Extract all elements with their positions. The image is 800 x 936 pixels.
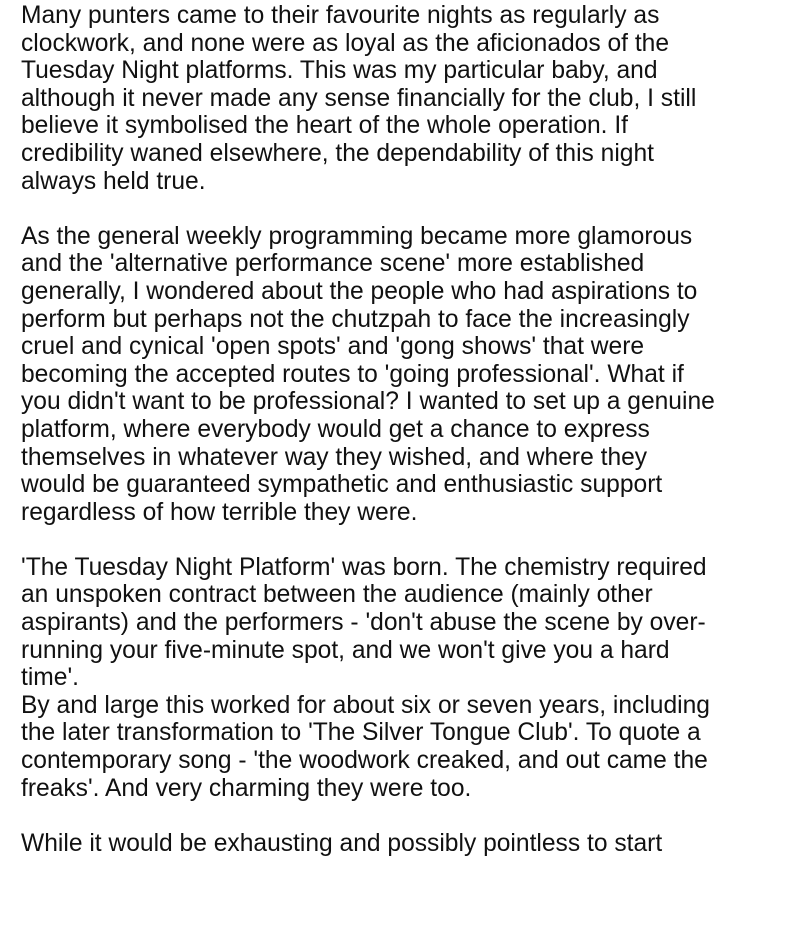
- text-line: believe it symbolised the heart of the whole operation. If: [21, 112, 629, 140]
- text-line: time'.: [21, 664, 79, 692]
- text-line: you didn't want to be professional? I wanted to set up a genuine: [21, 388, 715, 416]
- text-line: credibility waned elsewhere, the dependability of this night: [21, 139, 654, 167]
- paragraph-1: [21, 2, 800, 195]
- text-line: By and large this worked for about six or seven years, including: [21, 691, 710, 719]
- text-line: 'The Tuesday Night Platform' was born. The chemistry required: [21, 553, 707, 581]
- text-line: and the 'alternative performance scene' more established: [21, 250, 645, 278]
- text-line: aspirants) and the performers - 'don't abuse the scene by over-: [21, 609, 706, 637]
- text-line: contemporary song - 'the woodwork creaked, and out came the: [21, 747, 708, 775]
- text-line: becoming the accepted routes to 'going professional'. What if: [21, 360, 684, 388]
- text-line: cruel and cynical 'open spots' and 'gong shows' that were: [21, 333, 645, 361]
- text-line: Tuesday Night platforms. This was my particular baby, and: [21, 57, 658, 85]
- text-line: perform but perhaps not the chutzpah to face the increasingly: [21, 305, 690, 333]
- text-line: the later transformation to 'The Silver Tongue Club'. To quote a: [21, 719, 701, 747]
- paragraph-2: [21, 223, 800, 527]
- text-line: although it never made any sense financially for the club, I still: [21, 84, 697, 112]
- text-line: generally, I wondered about the people who had aspirations to: [21, 277, 698, 305]
- text-line: would be guaranteed sympathetic and enthusiastic support: [21, 471, 663, 499]
- paragraph-5: [21, 830, 800, 858]
- text-line: As the general weekly programming became more glamorous: [21, 222, 693, 250]
- text-line: running your five-minute spot, and we won't give you a hard: [21, 636, 670, 664]
- text-line: clockwork, and none were as loyal as the aficionados of the: [21, 29, 670, 57]
- text-line: While it would be exhausting and possibly pointless to start: [21, 829, 663, 857]
- text-line: always held true.: [21, 167, 206, 195]
- text-line: regardless of how terrible they were.: [21, 498, 418, 526]
- text-line: platform, where everybody would get a chance to express: [21, 415, 650, 443]
- document-page: [21, 2, 800, 885]
- text-line: an unspoken contract between the audience (mainly other: [21, 581, 653, 609]
- text-line: Many punters came to their favourite nights as regularly as: [21, 2, 660, 29]
- paragraph-3: [21, 554, 800, 692]
- paragraph-4: [21, 692, 800, 802]
- text-line: freaks'. And very charming they were too.: [21, 774, 472, 802]
- text-line: themselves in whatever way they wished, and where they: [21, 443, 648, 471]
